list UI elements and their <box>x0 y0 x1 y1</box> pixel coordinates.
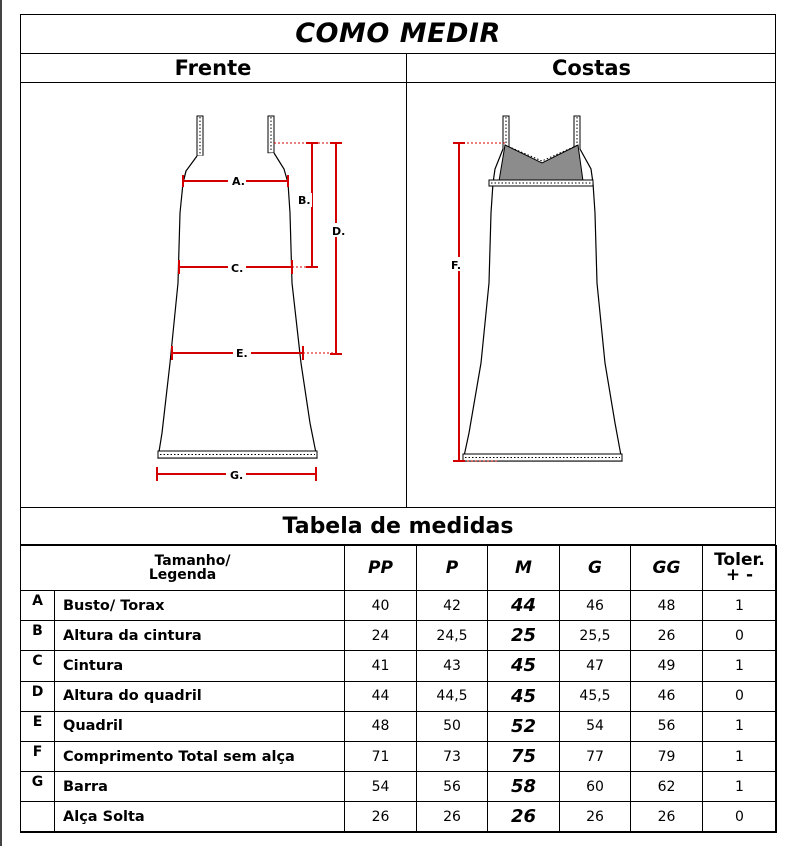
page-title: COMO MEDIR <box>20 14 776 54</box>
cell-tol: 1 <box>703 772 777 802</box>
cell-gg: 26 <box>631 802 703 832</box>
cell-m: 25 <box>488 621 560 651</box>
row-letter: D <box>21 681 55 711</box>
cell-p: 26 <box>417 802 488 832</box>
cell-m: 45 <box>488 651 560 681</box>
cell-pp: 71 <box>345 741 417 771</box>
cell-gg: 62 <box>631 772 703 802</box>
back-dress-drawing <box>407 83 776 507</box>
cell-p: 42 <box>417 591 488 621</box>
size-header-gg: GG <box>631 546 703 591</box>
cell-gg: 49 <box>631 651 703 681</box>
row-name: Alça Solta <box>55 802 345 832</box>
measure-label-a: A. <box>232 175 245 188</box>
row-letter: E <box>21 711 55 741</box>
cell-tol: 1 <box>703 651 777 681</box>
measure-label-c: C. <box>231 262 244 275</box>
table-header-row <box>21 546 777 591</box>
cell-p: 73 <box>417 741 488 771</box>
cell-p: 24,5 <box>417 621 488 651</box>
cell-g: 47 <box>560 651 631 681</box>
size-header-m: M <box>488 546 560 591</box>
row-letter <box>21 802 55 832</box>
table-row <box>21 772 777 802</box>
row-name: Altura do quadril <box>55 681 345 711</box>
row-letter: F <box>21 741 55 771</box>
cell-m: 75 <box>488 741 560 771</box>
table-row <box>21 621 777 651</box>
cell-m: 44 <box>488 591 560 621</box>
row-letter: C <box>21 651 55 681</box>
cell-tol: 1 <box>703 711 777 741</box>
row-name: Altura da cintura <box>55 621 345 651</box>
cell-pp: 41 <box>345 651 417 681</box>
front-dress-drawing <box>20 83 407 507</box>
cell-gg: 48 <box>631 591 703 621</box>
measure-label-f: F. <box>451 259 462 272</box>
size-header-p: P <box>417 546 488 591</box>
measure-label-b: B. <box>298 194 311 207</box>
cell-g: 25,5 <box>560 621 631 651</box>
measure-label-g: G. <box>230 469 244 482</box>
cell-tol: 0 <box>703 802 777 832</box>
cell-pp: 40 <box>345 591 417 621</box>
cell-g: 26 <box>560 802 631 832</box>
row-name: Barra <box>55 772 345 802</box>
table-row <box>21 802 777 832</box>
table-row <box>21 591 777 621</box>
row-name: Busto/ Torax <box>55 591 345 621</box>
back-dress-outline <box>463 149 622 461</box>
cell-pp: 54 <box>345 772 417 802</box>
cell-g: 77 <box>560 741 631 771</box>
row-name: Cintura <box>55 651 345 681</box>
table-row <box>21 741 777 771</box>
table-title: Tabela de medidas <box>20 507 776 545</box>
front-dress-outline <box>158 153 317 458</box>
tolerance-header-line2: + - <box>725 565 754 585</box>
cell-m: 52 <box>488 711 560 741</box>
front-dress-svg <box>20 83 406 507</box>
cell-gg: 46 <box>631 681 703 711</box>
back-dress-svg <box>407 83 776 507</box>
size-table <box>20 545 777 833</box>
cell-tol: 0 <box>703 621 777 651</box>
cell-m: 26 <box>488 802 560 832</box>
front-view-heading: Frente <box>20 54 407 83</box>
tolerance-header <box>703 546 777 591</box>
cell-g: 45,5 <box>560 681 631 711</box>
table-row <box>21 681 777 711</box>
legend-header-line1: Tamanho/ <box>154 553 231 569</box>
size-header-g: G <box>560 546 631 591</box>
cell-p: 44,5 <box>417 681 488 711</box>
left-edge-line <box>0 0 2 846</box>
cell-p: 56 <box>417 772 488 802</box>
cell-g: 46 <box>560 591 631 621</box>
cell-gg: 26 <box>631 621 703 651</box>
cell-m: 58 <box>488 772 560 802</box>
legend-header <box>21 546 345 591</box>
cell-p: 50 <box>417 711 488 741</box>
measure-label-e: E. <box>236 347 248 360</box>
size-header-pp: PP <box>345 546 417 591</box>
cell-g: 54 <box>560 711 631 741</box>
row-letter: G <box>21 772 55 802</box>
tolerance-header-line1: Toler. <box>714 550 765 570</box>
measure-label-d: D. <box>332 225 346 238</box>
row-name: Quadril <box>55 711 345 741</box>
cell-tol: 1 <box>703 591 777 621</box>
cell-tol: 1 <box>703 741 777 771</box>
legend-header-line2: Legenda <box>148 567 217 583</box>
row-letter: B <box>21 621 55 651</box>
cell-gg: 56 <box>631 711 703 741</box>
cell-tol: 0 <box>703 681 777 711</box>
row-name: Comprimento Total sem alça <box>55 741 345 771</box>
cell-pp: 48 <box>345 711 417 741</box>
cell-pp: 44 <box>345 681 417 711</box>
table-row <box>21 651 777 681</box>
cell-g: 60 <box>560 772 631 802</box>
row-letter: A <box>21 591 55 621</box>
back-view-heading: Costas <box>407 54 776 83</box>
cell-pp: 26 <box>345 802 417 832</box>
table-row <box>21 711 777 741</box>
cell-p: 43 <box>417 651 488 681</box>
cell-pp: 24 <box>345 621 417 651</box>
cell-gg: 79 <box>631 741 703 771</box>
cell-m: 45 <box>488 681 560 711</box>
